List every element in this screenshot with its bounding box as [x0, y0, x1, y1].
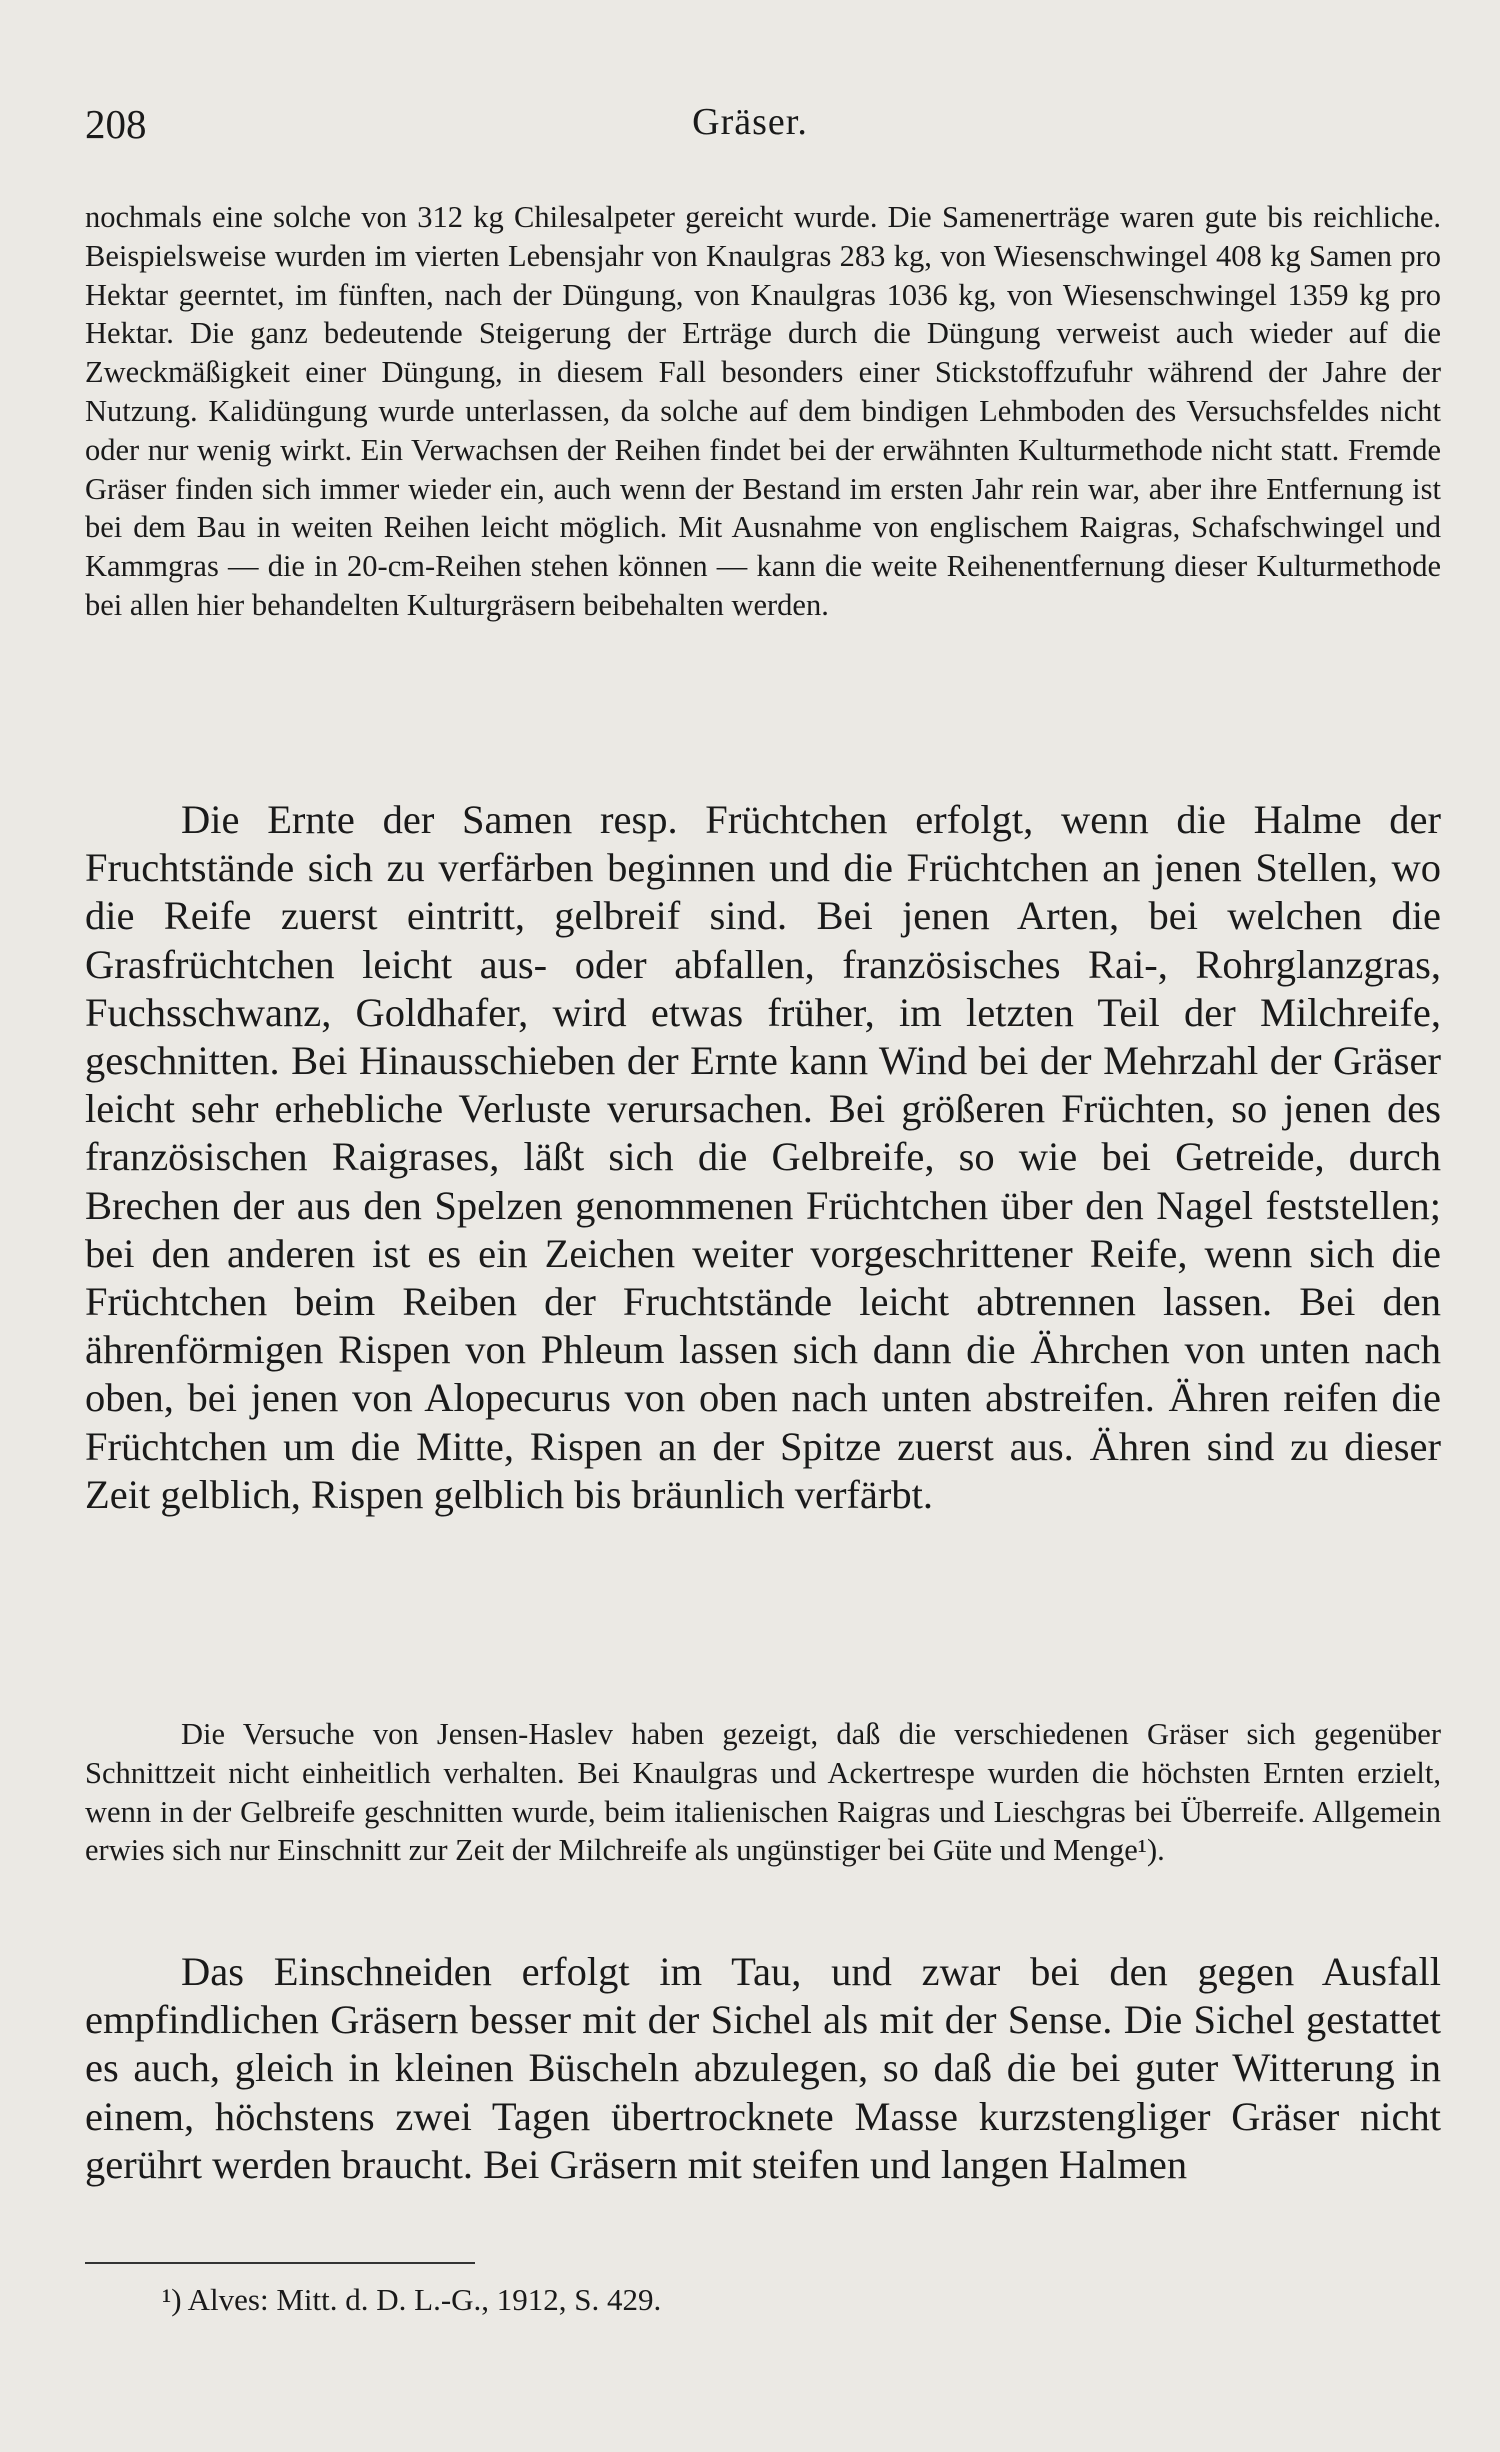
- page-header: [85, 100, 1415, 160]
- paragraph-jensen-haslev-trials: [85, 1715, 1441, 1870]
- body-text-small: Die Versuche von Jensen-Haslev haben gezeigt, daß die verschiedenen Gräser sich gegenüber Schnittzeit nicht einheitlich verhalten. Bei Knaulgras und Ackertrespe wurden die höchsten Ernten erzielt, wenn in der Gelbreife geschnitten wurde, beim italienischen Raigras und Lieschgras bei Überreife. Allgemein erwies sich nur Einschnitt zur Zeit der Milchreife als ungünstiger bei Güte und Menge¹).: [85, 1717, 1441, 1868]
- paragraph-cutting-method: [85, 1948, 1441, 2189]
- footnote: ¹) Alves: Mitt. d. D. L.-G., 1912, S. 429.: [162, 2282, 662, 2317]
- paragraph-fertilization-results: [85, 198, 1441, 625]
- paragraph-seed-harvest: [85, 796, 1441, 1519]
- running-title: Gräser.: [692, 101, 808, 143]
- footnote-divider: [85, 2262, 475, 2264]
- body-text-large: Die Ernte der Samen resp. Früchtchen erfolgt, wenn die Halme der Fruchtstände sich zu verfärben beginnen und die Früchtchen an jenen Stellen, wo die Reife zuerst eintritt, gelbreif sind. Bei jenen Arten, bei welchen die Grasfrüchtchen leicht aus- oder abfallen, französisches Rai-, Rohrglanzgras, Fuchsschwanz, Goldhafer, wird etwas früher, im letzten Teil der Milchreife, geschnitten. Bei Hinausschieben der Ernte kann Wind bei der Mehrzahl der Gräser leicht sehr erhebliche Verluste verursachen. Bei größeren Früchten, so jenen des französischen Raigrases, läßt sich die Gelbreife, so wie bei Getreide, durch Brechen der aus den Spelzen genommenen Früchtchen über den Nagel feststellen; bei den anderen ist es ein Zeichen weiter vorgeschrittener Reife, wenn sich die Früchtchen beim Reiben der Fruchtstände leicht abtrennen lassen. Bei den ährenförmigen Rispen von Phleum lassen sich dann die Ährchen von unten nach oben, bei jenen von Alopecurus von oben nach unten abstreifen. Ähren reifen die Früchtchen um die Mitte, Rispen an der Spitze zuerst aus. Ähren sind zu dieser Zeit gelblich, Rispen gelblich bis bräunlich verfärbt.: [85, 797, 1441, 1517]
- body-text-large: Das Einschneiden erfolgt im Tau, und zwar bei den gegen Ausfall empfindlichen Gräsern besser mit der Sichel als mit der Sense. Die Sichel gestattet es auch, gleich in kleinen Büscheln abzulegen, so daß die bei guter Witterung in einem, höchstens zwei Tagen übertrocknete Masse kurzstengliger Gräser nicht gerührt werden braucht. Bei Gräsern mit steifen und langen Halmen: [85, 1949, 1441, 2187]
- page-number: 208: [85, 101, 147, 147]
- body-text-small: nochmals eine solche von 312 kg Chilesalpeter gereicht wurde. Die Samenerträge waren gute bis reichliche. Beispielsweise wurden im vierten Lebensjahr von Knaulgras 283 kg, von Wiesenschwingel 408 kg Samen pro Hektar geerntet, im fünften, nach der Düngung, von Knaulgras 1036 kg, von Wiesenschwingel 1359 kg pro Hektar. Die ganz bedeutende Steigerung der Erträge durch die Düngung verweist auch wieder auf die Zweckmäßigkeit einer Düngung, in diesem Fall besonders einer Stickstoffzufuhr während der Jahre der Nutzung. Kalidüngung wurde unterlassen, da solche auf dem bindigen Lehmboden des Versuchsfeldes nicht oder nur wenig wirkt. Ein Verwachsen der Reihen findet bei der erwähnten Kulturmethode nicht statt. Fremde Gräser finden sich immer wieder ein, auch wenn der Bestand im ersten Jahr rein war, aber ihre Entfernung ist bei dem Bau in weiten Reihen leicht möglich. Mit Ausnahme von englischem Raigras, Schafschwingel und Kammgras — die in 20-cm-Reihen stehen können — kann die weite Reihenentfernung dieser Kulturmethode bei allen hier behandelten Kulturgräsern beibehalten werden.: [85, 200, 1441, 622]
